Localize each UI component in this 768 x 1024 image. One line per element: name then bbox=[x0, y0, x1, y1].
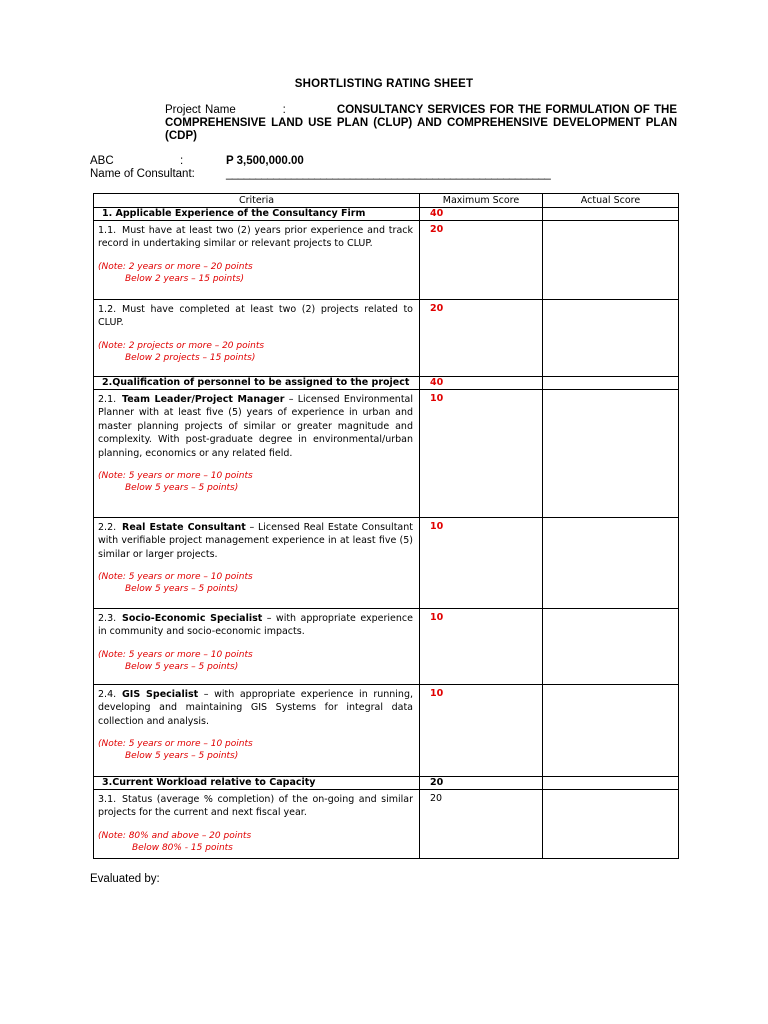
scoring-note: (Note: 5 years or more – 10 points Below 5 years – 5 points) bbox=[98, 572, 253, 595]
actual-score-cell[interactable] bbox=[543, 377, 679, 390]
max-score: 20 bbox=[420, 790, 543, 859]
header-actual-score: Actual Score bbox=[543, 194, 679, 208]
criteria-text: 2.1. Team Leader/Project Manager – Licensed Environmental Planner with at least five (5) years of experience in urban and master planning projects of similar or greater magnitude and complexity. With post-graduate degree in environmental/urban planning, economics or any related field. bbox=[98, 394, 414, 459]
actual-score-cell[interactable] bbox=[543, 790, 679, 859]
project-name-label: Project Name bbox=[165, 104, 236, 116]
consultant-blank-line: _______________________________________________________ bbox=[226, 168, 551, 180]
section-label: 3.Current Workload relative to Capacity bbox=[94, 777, 420, 790]
table-row bbox=[94, 790, 679, 859]
section-max-score: 40 bbox=[420, 377, 543, 390]
section-max-score: 20 bbox=[420, 777, 543, 790]
rating-table bbox=[93, 193, 679, 859]
header-criteria: Criteria bbox=[94, 194, 420, 208]
criteria-cell bbox=[94, 790, 420, 859]
actual-score-cell[interactable] bbox=[543, 208, 679, 221]
criteria-cell bbox=[94, 390, 420, 518]
table-row bbox=[94, 300, 679, 377]
project-name-value: CONSULTANCY SERVICES FOR THE FORMULATION OF THE COMPREHENSIVE LAND USE PLAN (CLUP) AND COMPREHENSIVE DEVELOPMENT PLAN (CDP) bbox=[165, 104, 677, 142]
criteria-text: 1.1. Must have at least two (2) years prior experience and track record in undertaking similar or relevant projects to CLUP. bbox=[98, 225, 413, 250]
scoring-note: (Note: 80% and above – 20 points Below 80% - 15 points bbox=[98, 830, 252, 853]
criteria-text: 3.1. Status (average % completion) of the on-going and similar projects for the current and next fiscal year. bbox=[98, 794, 413, 819]
section-row bbox=[94, 777, 679, 790]
max-score: 20 bbox=[420, 300, 543, 377]
actual-score-cell[interactable] bbox=[543, 777, 679, 790]
scoring-note: (Note: 5 years or more – 10 points Below 5 years – 5 points) bbox=[98, 471, 253, 494]
table-row bbox=[94, 685, 679, 777]
scoring-note: (Note: 5 years or more – 10 points Below 5 years – 5 points) bbox=[98, 649, 253, 672]
table-header-row bbox=[94, 194, 679, 208]
criteria-cell bbox=[94, 685, 420, 777]
actual-score-cell[interactable] bbox=[543, 609, 679, 685]
criteria-cell bbox=[94, 300, 420, 377]
table-row bbox=[94, 221, 679, 300]
criteria-text: 2.4. GIS Specialist – with appropriate experience in running, developing and maintaining GIS Systems for integral data collection and analysis. bbox=[98, 689, 413, 727]
abc-value: P 3,500,000.00 bbox=[226, 155, 304, 167]
section-max-score: 40 bbox=[420, 208, 543, 221]
project-name-block bbox=[165, 104, 677, 143]
abc-label: ABC bbox=[90, 155, 114, 167]
criteria-text: 2.2. Real Estate Consultant – Licensed Real Estate Consultant with verifiable project management experience in at least five (5) similar or larger projects. bbox=[98, 522, 413, 560]
max-score: 10 bbox=[420, 390, 543, 518]
page-title: SHORTLISTING RATING SHEET bbox=[294, 78, 474, 90]
project-name-colon: : bbox=[282, 104, 286, 116]
actual-score-cell[interactable] bbox=[543, 221, 679, 300]
consultant-label: Name of Consultant: bbox=[90, 168, 195, 180]
max-score: 10 bbox=[420, 518, 543, 609]
scoring-note: (Note: 2 projects or more – 20 points Below 2 projects – 15 points) bbox=[98, 340, 265, 363]
criteria-cell bbox=[94, 221, 420, 300]
abc-colon: : bbox=[180, 155, 184, 167]
section-label: 1. Applicable Experience of the Consultancy Firm bbox=[94, 208, 420, 221]
max-score: 20 bbox=[420, 221, 543, 300]
criteria-cell bbox=[94, 609, 420, 685]
scoring-note: (Note: 5 years or more – 10 points Below 5 years – 5 points) bbox=[98, 739, 253, 762]
criteria-text: 1.2. Must have completed at least two (2) projects related to CLUP. bbox=[98, 304, 413, 329]
table-row bbox=[94, 609, 679, 685]
scoring-note: (Note: 2 years or more – 20 points Below 2 years – 15 points) bbox=[98, 261, 253, 284]
section-row bbox=[94, 377, 679, 390]
actual-score-cell[interactable] bbox=[543, 390, 679, 518]
max-score: 10 bbox=[420, 685, 543, 777]
criteria-cell bbox=[94, 518, 420, 609]
table-row bbox=[94, 390, 679, 518]
evaluated-by-label: Evaluated by: bbox=[90, 873, 160, 885]
max-score: 10 bbox=[420, 609, 543, 685]
criteria-text: 2.3. Socio-Economic Specialist – with appropriate experience in community and socio-economic impacts. bbox=[98, 613, 413, 638]
section-label: 2.Qualification of personnel to be assigned to the project bbox=[94, 377, 420, 390]
actual-score-cell[interactable] bbox=[543, 518, 679, 609]
actual-score-cell[interactable] bbox=[543, 300, 679, 377]
table-row bbox=[94, 518, 679, 609]
section-row bbox=[94, 208, 679, 221]
header-maximum-score: Maximum Score bbox=[420, 194, 543, 208]
actual-score-cell[interactable] bbox=[543, 685, 679, 777]
